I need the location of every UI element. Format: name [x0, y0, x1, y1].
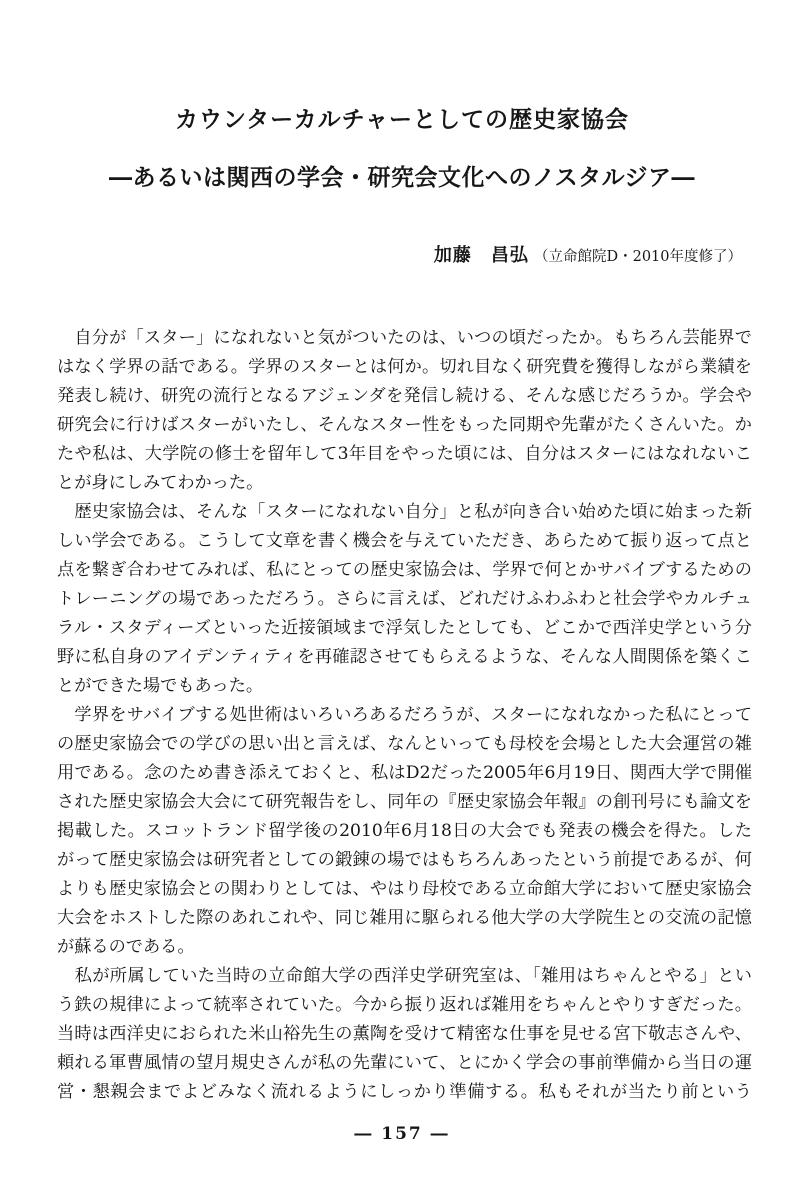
text-line: よりも歴史家協会との関わりとしては、やはり母校である立命館大学において歴史家協会 — [57, 879, 752, 899]
text-line: とができた場でもあった。 — [57, 676, 264, 696]
body-text — [57, 324, 752, 1107]
text-line: 野に私自身のアイデンティティを再確認させてもらえるような、そんな人間関係を築くこ — [57, 647, 752, 667]
author-affiliation: （立命館院D・2010年度修了） — [533, 249, 742, 265]
page-title: カウンターカルチャーとしての歴史家協会 — [175, 106, 629, 133]
page-number: ― 157 ― — [354, 1124, 450, 1144]
text-line: がって歴史家協会は研究者としての鍛錬の場ではもちろんあったという前提であるが、何 — [57, 850, 752, 870]
text-line: 大会をホストした際のあれこれや、同じ雑用に駆られる他大学の大学院生との交流の記憶 — [57, 908, 752, 928]
text-line: たや私は、大学院の修士を留年して3年目をやった頃には、自分はスターにはなれないこ — [57, 444, 752, 464]
paragraph — [57, 324, 752, 498]
text-line: 私が所属していた当時の立命館大学の西洋史学研究室は、「雑用はちゃんとやる」とい — [57, 966, 752, 986]
text-line: 用である。念のため書き添えておくと、私はD2だった2005年6月19日、関西大学で開催 — [57, 763, 752, 783]
text-line: 自分が「スター」になれないと気がついたのは、いつの頃だったか。もちろん芸能界で — [57, 328, 752, 348]
page-subtitle: ―あるいは関西の学会・研究会文化へのノスタルジア― — [108, 164, 695, 191]
paragraph — [57, 962, 752, 1107]
text-line: トレーニングの場であっただろう。さらに言えば、どれだけふわふわと社会学やカルチュ — [57, 589, 752, 609]
text-line: う鉄の規律によって統率されていた。今から振り返れば雑用をちゃんとやりすぎだった。 — [57, 995, 752, 1015]
text-line: された歴史家協会大会にて研究報告をし、同年の『歴史家協会年報』の創刊号にも論文を — [57, 792, 752, 812]
text-line: ラル・スタディーズといった近接領域まで浮気したとしても、どこかで西洋史学という分 — [57, 618, 752, 638]
text-line: はなく学界の話である。学界のスターとは何か。切れ目なく研究費を獲得しながら業績を — [57, 357, 752, 377]
text-line: 掲載した。スコットランド留学後の2010年6月18日の大会でも発表の機会を得た。した — [57, 821, 752, 841]
author-name: 加藤 昌弘 — [433, 245, 529, 266]
text-line: 歴史家協会は、そんな「スターになれない自分」と私が向き合い始めた頃に始まった新 — [57, 502, 752, 522]
text-line: の歴史家協会での学びの思い出と言えば、なんといっても母校を会場とした大会運営の雑 — [57, 734, 752, 754]
paragraph — [57, 498, 752, 701]
text-line: しい学会である。こうして文章を書く機会を与えていただき、あらためて振り返って点と — [57, 531, 752, 551]
text-line: 点を繋ぎ合わせてみれば、私にとっての歴史家協会は、学界で何とかサバイブするための — [57, 560, 752, 580]
paragraph — [57, 701, 752, 962]
text-line: 当時は西洋史におられた米山裕先生の薫陶を受けて精密な仕事を見せる宮下敬志さんや、 — [57, 1024, 752, 1044]
text-line: とが身にしみてわかった。 — [57, 473, 264, 493]
text-line: 学界をサバイブする処世術はいろいろあるだろうが、スターになれなかった私にとって — [57, 705, 752, 725]
text-line: 研究会に行けばスターがいたし、そんなスター性をもった同期や先輩がたくさんいた。か — [57, 415, 752, 435]
text-line: 営・懇親会までよどみなく流れるようにしっかり準備する。私もそれが当たり前という — [57, 1082, 752, 1102]
author-line — [0, 241, 804, 267]
text-line: 頼れる軍曹風情の望月規史さんが私の先輩にいて、とにかく学会の事前準備から当日の運 — [57, 1053, 752, 1073]
text-line: 発表し続け、研究の流行となるアジェンダを発信し続ける、そんな感じだろうか。学会や — [57, 386, 752, 406]
text-line: が蘇るのである。 — [57, 937, 195, 957]
